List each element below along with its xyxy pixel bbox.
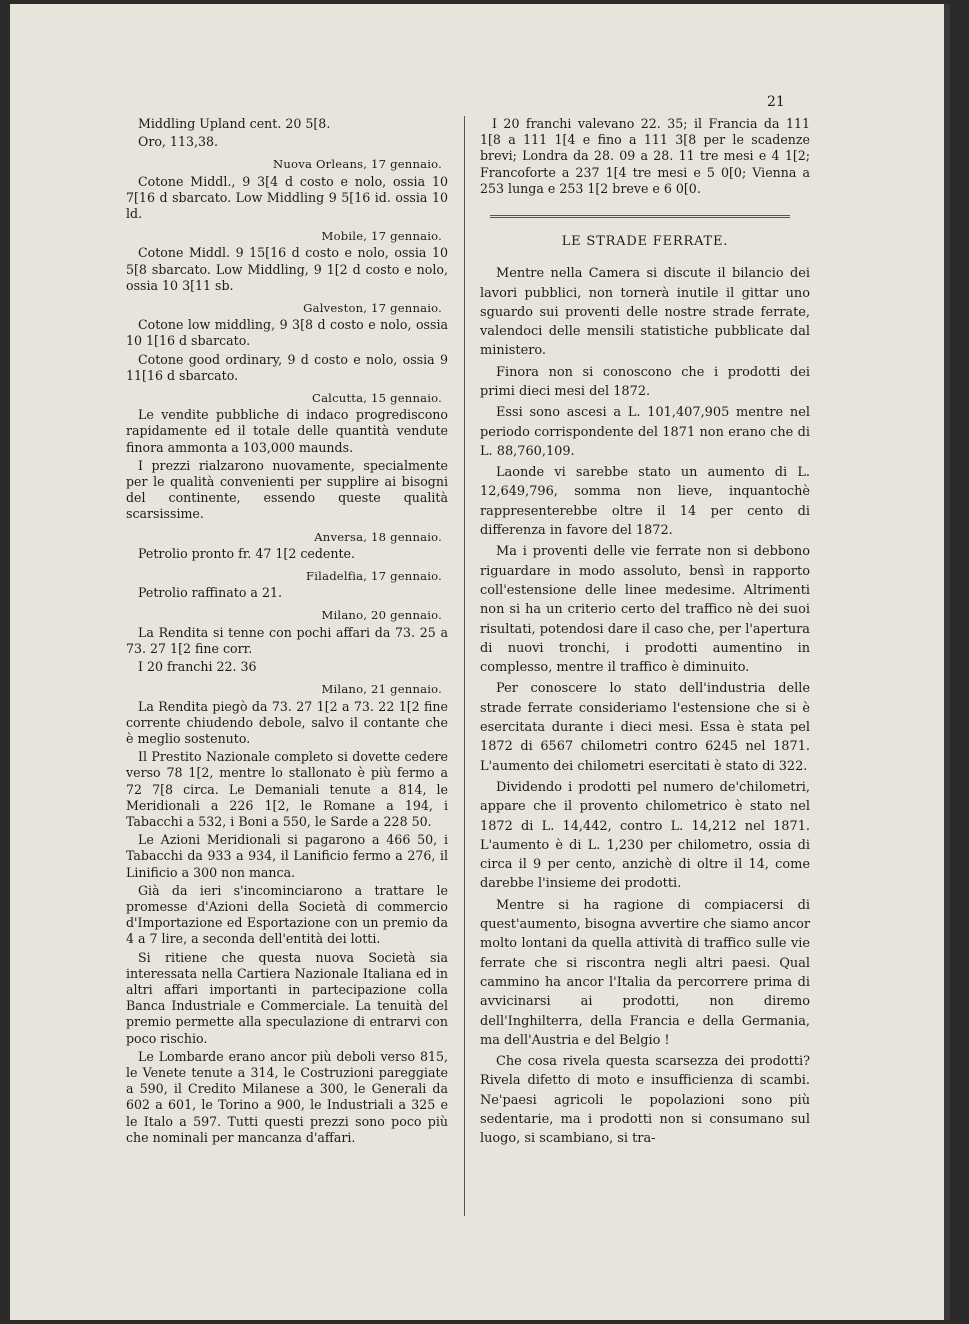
market-report-paragraph: Oro, 113,38. (138, 134, 219, 150)
article-paragraph: Mentre si ha ragione di compiacersi di quest'aumento, bisogna avvertire che siamo ancor molto lontani da quella attività di traffico sulle vie ferrate che si riscontra negli altri paesi. Qual cammino ha ancor l'Italia da percorrere prima di avvicinarsi ai prodotti, non diremo dell'Inghilterra, della Francia e della Germania, ma dell'Austria e del Belgio ! (480, 897, 811, 1048)
market-report-paragraph: I 20 franchi 22. 36 (138, 659, 257, 675)
market-report-paragraph: I prezzi rialzarono nuovamente, specialmente per le qualità convenienti per supplire ai bisogni del continente, essendo queste qualità scarsissime. (126, 457, 448, 522)
dateline: Anversa, 18 gennaio. (314, 529, 442, 544)
article-body (480, 264, 810, 1148)
market-report-paragraph: Middling Upland cent. 20 5[8. (138, 116, 331, 131)
article-paragraph: Per conoscere lo stato dell'industria delle strade ferrate consideriamo l'estensione che si è esercitata durante i dieci mesi. Essa è stata pel 1872 di 6567 chilometri contro 6245 nel 1871. L'aumento dei chilometri esercitati è stato di 322. (480, 681, 810, 774)
market-report-paragraph: Petrolio pronto fr. 47 1[2 cedente. (138, 545, 356, 561)
article-paragraph: Finora non si conoscono che i prodotti dei primi dieci mesi del 1872. (480, 364, 810, 399)
market-report-paragraph: Cotone Middl., 9 3[4 d costo e nolo, ossia 10 7[16 d sbarcato. Low Middling 9 5[16 id. ossia 10 ld. (126, 173, 448, 222)
market-report-paragraph: Le Azioni Meridionali si pagarono a 466 50, i Tabacchi da 933 a 934, il Lanificio fermo a 276, il Linificio a 300 non manca. (126, 832, 448, 880)
market-report-paragraph: Cotone good ordinary, 9 d costo e nolo, ossia 9 11[16 d sbarcato. (126, 351, 448, 383)
article-paragraph: Dividendo i prodotti pel numero de'chilometri, appare che il provento chilometrico è stato nel 1872 di L. 14,442, contro L. 14,212 nel 1871. L'aumento è di L. 1,230 per chilometro, ossia di circa il 9 per cento, anzichè di oltre il 14, come darebbe l'insieme dei prodotti. (480, 779, 810, 892)
dateline: Nuova Orleans, 17 gennaio. (273, 157, 442, 172)
article-paragraph: Mentre nella Camera si discute il bilancio dei lavori pubblici, non tornerà inutile il gittar uno sguardo sui proventi delle nostre strade ferrate, valendoci delle mensili statistiche pubblicate dal ministero. (480, 266, 810, 359)
market-report-paragraph: Già da ieri s'incominciarono a trattare le promesse d'Azioni della Società di commercio d'Importazione ed Esportazione con un premio da 4 a 7 lire, a seconda dell'entità dei lotti. (126, 882, 448, 947)
left-column (126, 116, 448, 1148)
section-rule (490, 215, 790, 218)
dateline: Milano, 21 gennaio. (321, 682, 442, 697)
dateline: Calcutta, 15 gennaio. (312, 391, 442, 406)
right-column (480, 116, 810, 1151)
article-paragraph: Che cosa rivela questa scarsezza dei prodotti? Rivela difetto di moto e insufficienza di scambi. Ne'paesi agricoli le popolazioni sono più sedentarie, ma i prodotti non si consumano sul luogo, si scambiano, si tra- (480, 1054, 810, 1147)
dateline: Mobile, 17 gennaio. (321, 229, 442, 244)
dateline: Milano, 20 gennaio. (321, 608, 442, 623)
dateline: Filadelfia, 17 gennaio. (306, 569, 442, 584)
market-report-paragraph: La Rendita si tenne con pochi affari da 73. 25 a 73. 27 1[2 fine corr. (126, 624, 448, 656)
market-report-paragraph: Il Prestito Nazionale completo si dovette cedere verso 78 1[2, mentre lo stallonato è più fermo a 72 7[8 circa. Le Demaniali tenute a 814, le Meridionali a 226 1[2, le Romane a 194, i Tabacchi a 532, i Boni a 550, le Sarde a 228 50. (126, 749, 448, 829)
market-report-paragraph: Si ritiene che questa nuova Società sia interessata nella Cartiera Nazionale Italiana ed in altri affari importanti in partecipazione colla Banca Industriale e Commerciale. La tenuità del premio permette alla speculazione di entrarvi con poco rischio. (126, 949, 448, 1046)
market-report-paragraph: La Rendita piegò da 73. 27 1[2 a 73. 22 1[2 fine corrente chiudendo debole, salvo il contante che è meglio sostenuto. (126, 698, 448, 746)
market-report-paragraph: Le vendite pubbliche di indaco progrediscono rapidamente ed il totale delle quantità vendute finora ammonta a 103,000 maunds. (126, 407, 448, 455)
market-report-paragraph: Cotone low middling, 9 3[8 d costo e nolo, ossia 10 1[16 d sbarcato. (126, 317, 448, 349)
newspaper-page (10, 4, 950, 1320)
market-report-paragraph: Cotone Middl. 9 15[16 d costo e nolo, ossia 10 5[8 sbarcato. Low Middling, 9 1[2 d costo e nolo, ossia 10 3[11 sb. (126, 245, 448, 293)
article-paragraph: Ma i proventi delle vie ferrate non si debbono riguardare in modo assoluto, bensì in rapporto coll'estensione delle linee medesime. Altrimenti non si ha un criterio certo del traffico nè dei suoi risultati, potendosi dare il caso che, per l'apertura di nuovi tronchi, i prodotti aumentino in complesso, mentre il traffico è diminuito. (480, 544, 810, 676)
exchange-rates-paragraph: I 20 franchi valevano 22. 35; il Francia da 111 1[8 a 111 1[4 e fino a 111 3[8 per le scadenze brevi; Londra da 28. 09 a 28. 11 tre mesi e 4 1[2; Francoforte a 237 1[4 tre mesi e 5 0[0; Vienna a 253 lunga e 253 1[2 breve e 6 0[0. (480, 116, 810, 196)
market-report-paragraph: Le Lombarde erano ancor più deboli verso 815, le Venete tenute a 314, le Costruzioni pareggiate a 590, il Credito Milanese a 300, le Generali da 602 a 601, le Torino a 900, le Industriali a 325 e le Italo a 597. Tutti questi prezzi sono poco più che nominali per mancanza d'affari. (126, 1048, 448, 1145)
market-report-paragraph: Petrolio raffinato a 21. (138, 585, 282, 601)
article-paragraph: Essi sono ascesi a L. 101,407,905 mentre nel periodo corrispondente del 1871 non erano che di L. 88,760,109. (480, 405, 810, 459)
page-number: 21 (767, 94, 785, 110)
column-divider (464, 116, 465, 1216)
dateline: Galveston, 17 gennaio. (303, 301, 442, 316)
article-heading: LE STRADE FERRATE. (561, 234, 729, 250)
article-paragraph: Laonde vi sarebbe stato un aumento di L. 12,649,796, somma non lieve, inquantochè rappresenterebbe oltre il 14 per cento di differenza in favore del 1872. (480, 465, 810, 539)
